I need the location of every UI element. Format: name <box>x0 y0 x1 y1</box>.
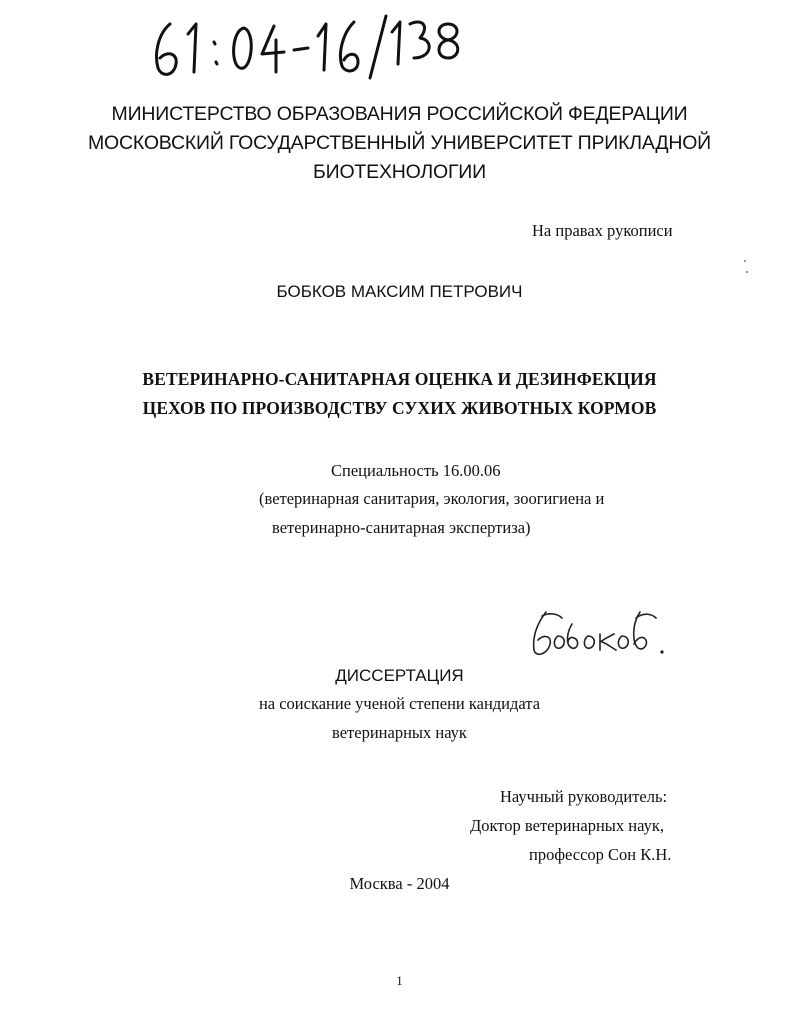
author-signature <box>528 606 668 660</box>
degree-line-2: ветеринарных наук <box>332 723 467 742</box>
supervisor-name: профессор Сон К.Н. <box>529 845 672 864</box>
handwritten-catalog-number <box>148 12 468 82</box>
scan-speck <box>746 271 748 273</box>
ministry-line-3: БИОТЕХНОЛОГИИ <box>313 161 486 183</box>
ministry-line-2: МОСКОВСКИЙ ГОСУДАРСТВЕННЫЙ УНИВЕРСИТЕТ ПРИКЛАДНОЙ <box>88 132 711 154</box>
page-number: 1 <box>396 973 403 988</box>
scan-speck <box>744 260 746 262</box>
manuscript-rights-note: На правах рукописи <box>532 221 673 240</box>
title-line-1: ВЕТЕРИНАРНО-САНИТАРНАЯ ОЦЕНКА И ДЕЗИНФЕКЦИЯ <box>142 369 657 389</box>
ministry-line-1: МИНИСТЕРСТВО ОБРАЗОВАНИЯ РОССИЙСКОЙ ФЕДЕРАЦИИ <box>111 103 688 125</box>
dissertation-heading: ДИССЕРТАЦИЯ <box>335 666 464 685</box>
specialty-code: Специальность 16.00.06 <box>331 461 501 480</box>
supervisor-label: Научный руководитель: <box>500 787 668 806</box>
specialty-description-2: ветеринарно-санитарная экспертиза) <box>272 518 531 537</box>
author-name: БОБКОВ МАКСИМ ПЕТРОВИЧ <box>276 282 523 301</box>
place-and-year: Москва - 2004 <box>349 874 450 893</box>
title-line-2: ЦЕХОВ ПО ПРОИЗВОДСТВУ СУХИХ ЖИВОТНЫХ КОРМОВ <box>142 398 657 418</box>
specialty-description-1: (ветеринарная санитария, экология, зоогигиена и <box>259 489 605 508</box>
supervisor-degree: Доктор ветеринарных наук, <box>470 816 664 835</box>
degree-line-1: на соискание ученой степени кандидата <box>258 694 541 713</box>
